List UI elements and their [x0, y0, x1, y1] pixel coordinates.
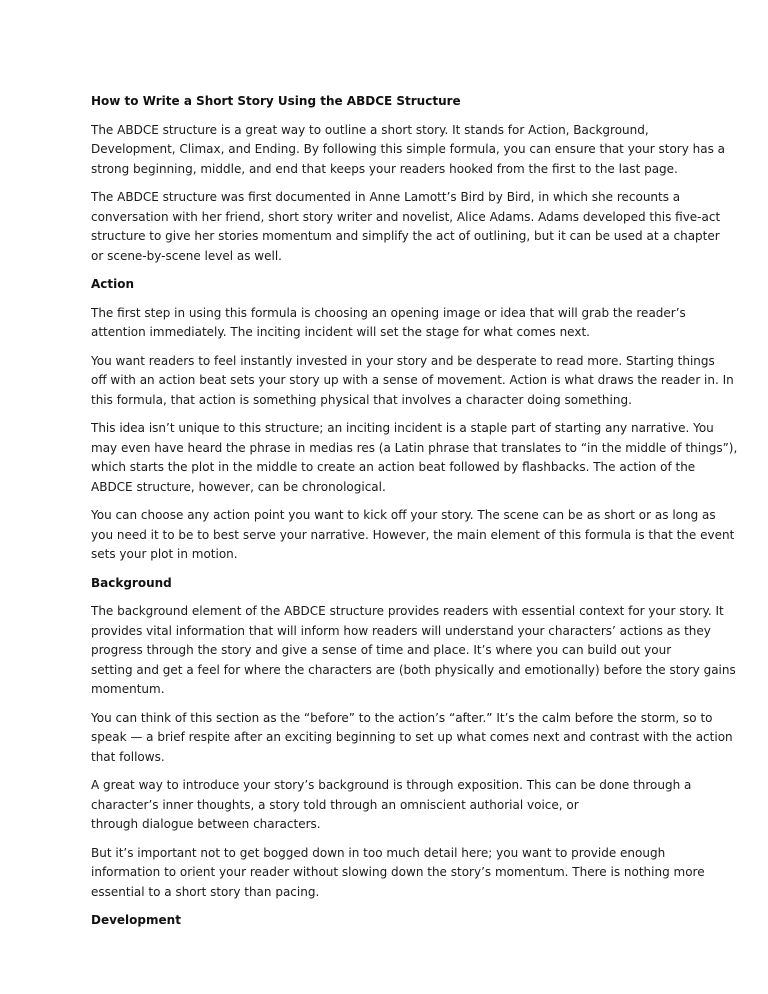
paragraph: [91, 506, 735, 565]
text-line: provides vital information that will inform how readers will understand your characters’ actions as they: [91, 623, 711, 638]
text-line: progress through the story and give a sense of time and place. It’s where you can build out your: [91, 643, 672, 657]
text-line: This idea isn’t unique to this structure; an inciting incident is a staple part of starting any narrative. You: [91, 421, 714, 435]
text-line: The background element of the ABDCE structure provides readers with essential context for your story. It: [91, 604, 724, 618]
document-title: How to Write a Short Story Using the ABDCE Structure: [91, 94, 461, 108]
text-line: character’s inner thoughts, a story told through an omniscient authorial voice, or: [91, 797, 579, 812]
text-line: You want readers to feel instantly invested in your story and be desperate to read more. Starting things: [91, 353, 715, 368]
text-line: strong beginning, middle, and end that keeps your readers hooked from the first to the last page.: [91, 161, 678, 176]
paragraph: [91, 709, 733, 768]
section-heading: Action: [91, 277, 135, 291]
text-line: that follows.: [91, 749, 165, 764]
text-line: speak — a brief respite after an exciting beginning to set up what comes next and contrast with the action: [91, 730, 733, 744]
text-line: attention immediately. The inciting incident will set the stage for what comes next.: [91, 325, 590, 339]
section-development: [91, 911, 687, 931]
text-line: structure to give her stories momentum and simplify the act of outlining, but it can be used at a chapter: [91, 229, 720, 243]
text-line: may even have heard the phrase in medias res (a Latin phrase that translates to “in the middle of things”),: [91, 440, 738, 455]
text-line: The first step in using this formula is choosing an opening image or idea that will grab the reader’s: [91, 305, 686, 320]
paragraph: [91, 602, 736, 700]
text-line: setting and get a feel for where the characters are (both physically and emotionally) before the story gains: [91, 662, 736, 677]
text-line: Development, Climax, and Ending. By following this simple formula, you can ensure that your story has a: [91, 142, 726, 156]
text-line: off with an action beat sets your story up with a sense of movement. Action is what draws the reader in. In: [91, 373, 734, 387]
text-line: The ABDCE structure is a great way to outline a short story. It stands for Action, Background,: [91, 122, 649, 137]
section-background: [91, 574, 736, 903]
paragraph: [91, 419, 738, 497]
text-line: You can choose any action point you want to kick off your story. The scene can be as short or as long as: [91, 508, 716, 522]
paragraph: [91, 352, 734, 411]
paragraph: [91, 121, 726, 180]
text-line: this formula, that action is something physical that involves a character doing something.: [91, 392, 632, 407]
text-line: momentum.: [91, 682, 165, 696]
section-heading: Background: [91, 575, 172, 590]
text-line: essential to a short story than pacing.: [91, 884, 320, 899]
text-line: sets your plot in motion.: [91, 547, 238, 561]
text-line: which starts the plot in the middle to create an action beat followed by flashbacks. The action of the: [91, 460, 696, 474]
text-line: The ABDCE structure was first documented in Anne Lamott’s Bird by Bird, in which she recounts a: [91, 190, 681, 204]
text-line: You can think of this section as the “before” to the action’s “after.” It’s the calm before the storm, so to: [91, 710, 713, 725]
text-line: But it’s important not to get bogged down in too much detail here; you want to provide enough: [91, 845, 666, 860]
paragraph: [91, 844, 705, 903]
paragraph: [91, 304, 687, 343]
text-line: through dialogue between characters.: [91, 817, 321, 831]
paragraph: [91, 188, 721, 266]
text-line: conversation with her friend, short story writer and novelist, Alice Adams. Adams developed this five-act: [91, 209, 721, 224]
text-line: information to orient your reader without slowing down the story’s momentum. There is nothing more: [91, 865, 705, 879]
text-line: A great way to introduce your story’s background is through exposition. This can be done through a: [91, 778, 692, 792]
intro-section: [91, 121, 726, 267]
section-heading: Development: [91, 913, 181, 927]
text-line: or scene-by-scene level as well.: [91, 248, 282, 263]
section-action: [91, 275, 738, 565]
document-page: [91, 92, 738, 940]
text-line: ABDCE structure, however, can be chronological.: [91, 479, 386, 494]
paragraph: [91, 776, 692, 835]
text-line: you need it to be to best serve your narrative. However, the main element of this formula is that the event: [91, 527, 735, 542]
